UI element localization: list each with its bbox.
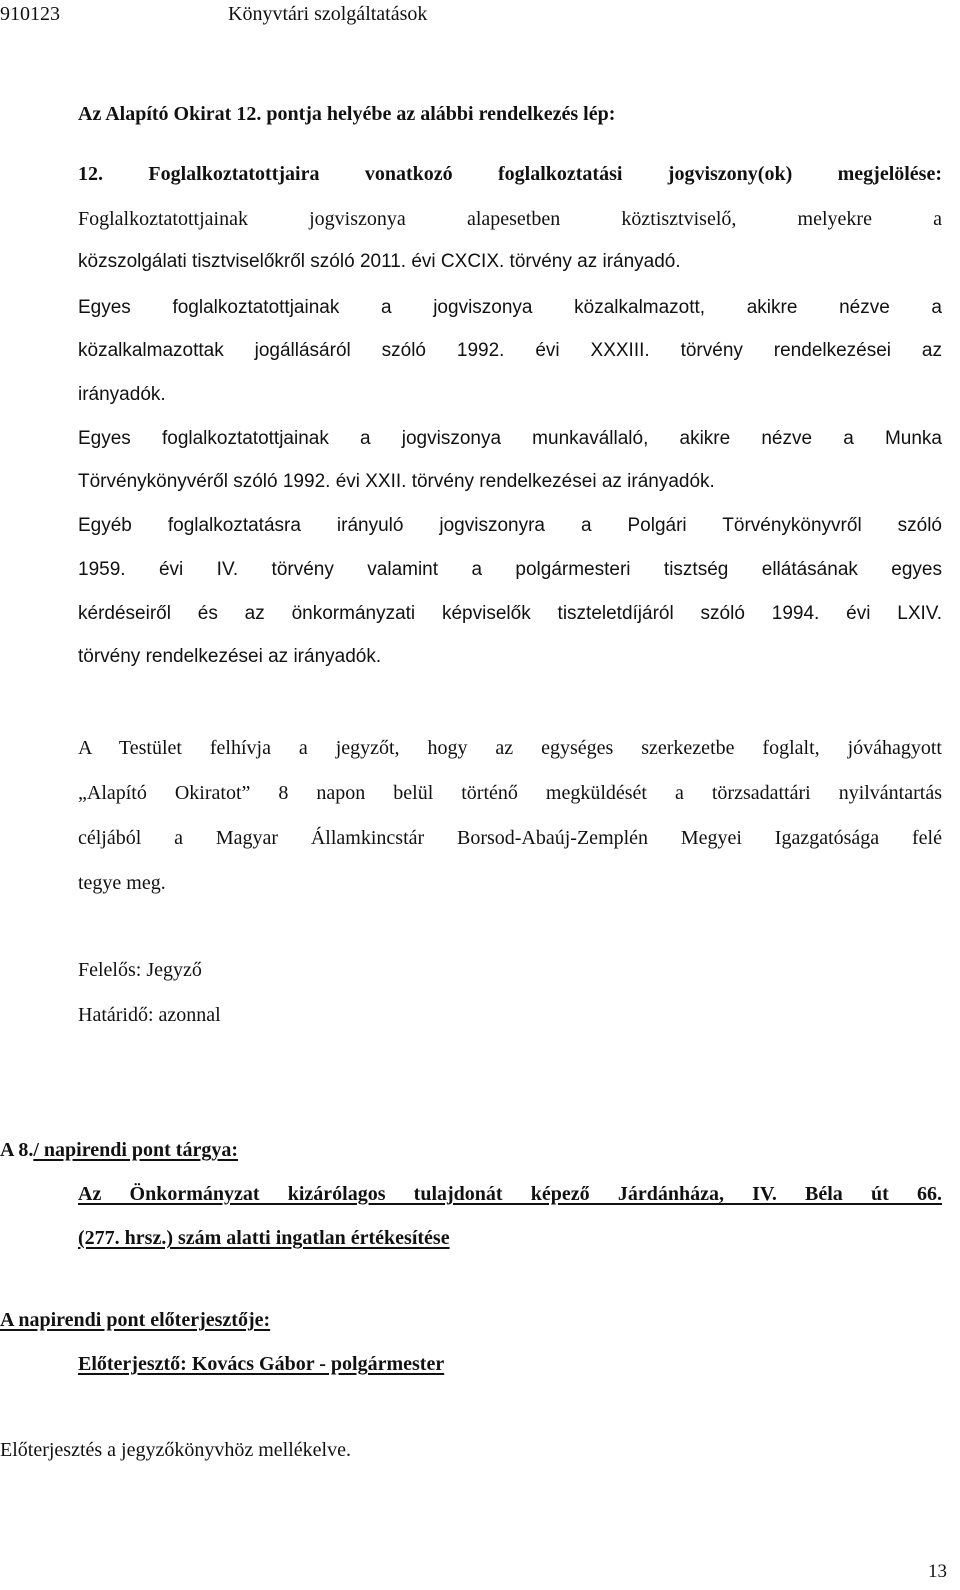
document-header-title: Könyvtári szolgáltatások — [228, 3, 428, 25]
point12-line-10: kérdéseiről és az önkormányzati képviselők tiszteletdíjáról szóló 1994. évi LXIV. — [78, 603, 942, 624]
agenda-item-label-underlined: / napirendi pont tárgya: — [33, 1139, 239, 1161]
point12-line-8: Egyéb foglalkoztatásra irányuló jogviszonyra a Polgári Törvénykönyvről szóló — [78, 515, 942, 536]
responsible-person: Felelős: Jegyző — [78, 959, 202, 981]
testulet-line-3: céljából a Magyar Államkincstár Borsod-Abaúj-Zemplén Megyei Igazgatósága felé — [78, 827, 942, 849]
point12-line-5: irányadók. — [78, 384, 166, 405]
point12-line-1: Foglalkoztatottjainak jogviszonya alapesetben köztisztviselő, melyekre a — [78, 208, 942, 230]
testulet-line-1: A Testület felhívja a jegyzőt, hogy az egységes szerkezetbe foglalt, jóváhagyott — [78, 737, 942, 759]
point12-line-3: Egyes foglalkoztatottjainak a jogviszonya közalkalmazott, akikre nézve a — [78, 297, 942, 318]
testulet-line-2: „Alapító Okiratot” 8 napon belül történő megküldését a törzsadattári nyilvántartás — [78, 782, 942, 804]
point12-heading: 12. Foglalkoztatottjaira vonatkozó foglalkoztatási jogviszony(ok) megjelölése: — [78, 163, 942, 185]
testulet-line-4: tegye meg. — [78, 872, 166, 894]
page-number: 13 — [928, 1561, 947, 1582]
attachment-note: Előterjesztés a jegyzőkönyvhöz mellékelve. — [0, 1439, 351, 1461]
deadline: Határidő: azonnal — [78, 1004, 221, 1026]
point12-line-4: közalkalmazottak jogállásáról szóló 1992. évi XXXIII. törvény rendelkezései az — [78, 340, 942, 361]
point12-line-11: törvény rendelkezései az irányadók. — [78, 646, 382, 667]
agenda-subject-line-2: (277. hrsz.) szám alatti ingatlan értékesítése — [78, 1227, 450, 1249]
point12-line-7: Törvénykönyvéről szóló 1992. évi XXII. törvény rendelkezései az irányadók. — [78, 471, 715, 492]
agenda-item-label — [0, 1138, 238, 1162]
agenda-subject-line-1: Az Önkormányzat kizárólagos tulajdonát képező Járdánháza, IV. Béla út 66. — [78, 1183, 942, 1205]
point12-line-2: közszolgálati tisztviselőkről szóló 2011. évi CXCIX. törvény az irányadó. — [78, 251, 681, 272]
intro-statement: Az Alapító Okirat 12. pontja helyébe az alábbi rendelkezés lép: — [78, 103, 616, 125]
document-code: 910123 — [0, 3, 60, 25]
agenda-item-prefix: A 8. — [0, 1139, 34, 1161]
point12-line-9: 1959. évi IV. törvény valamint a polgármesteri tisztség ellátásának egyes — [78, 559, 942, 580]
point12-line-6: Egyes foglalkoztatottjainak a jogviszonya munkavállaló, akikre nézve a Munka — [78, 428, 942, 449]
presenter-name: Előterjesztő: Kovács Gábor - polgármester — [78, 1353, 445, 1375]
presenter-label: A napirendi pont előterjesztője: — [0, 1309, 271, 1331]
